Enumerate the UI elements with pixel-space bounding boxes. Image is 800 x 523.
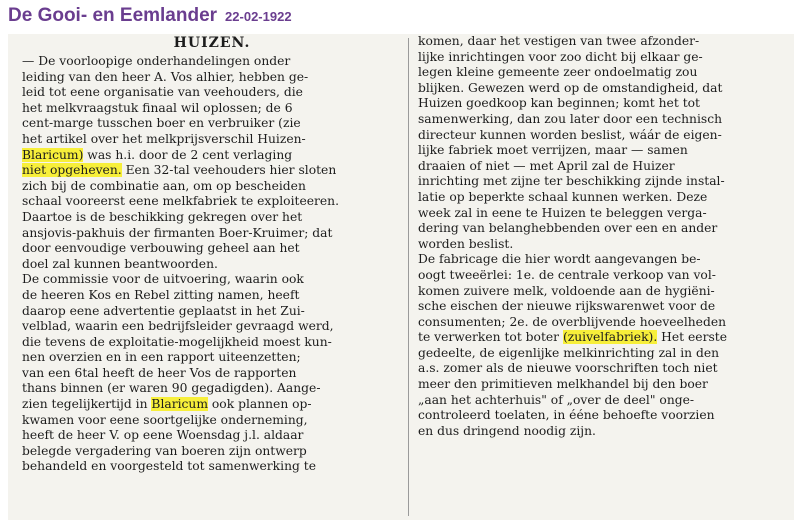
text-line: „aan het achterhuis" of „over de deel" onge- [418,392,695,407]
right-column-text [418,34,790,439]
page-header [8,5,292,31]
text-line: Daartoe is de beschikking gekregen over het [22,209,303,224]
text-line: kwamen voor eene soortgelijke onderneming, [22,412,308,427]
text-line: velblad, waarin een bedrijfsleider gevraagd werd, [22,319,334,334]
text-line: schaal vooreerst eene melkfabriek te exploiteeren. [22,194,339,209]
text-line: het artikel over het melkprijsverschil Huizen- [22,131,306,146]
left-column-text [22,54,402,475]
text-line: legen kleine gemeente zeer ondoelmatig zou [418,65,698,80]
text-line: die tevens de exploitatie-mogelijkheid moest kun- [22,334,332,349]
text-line: leiding van den heer A. Vos alhier, hebben ge- [22,69,309,84]
highlighted-text-line [22,397,402,413]
text-line: thans binnen (er waren 90 gegadigden). Aange- [22,381,321,396]
text-line: Huizen goedkoop kan beginnen; komt het tot [418,96,700,111]
text-line: directeur kunnen worden beslist, wáár de eigen- [418,127,722,142]
article-column-right [418,34,790,439]
text-line: samenwerking, dan zou later door een technisch [418,111,723,126]
text-line: gedeelte, de eigenlijke melkinrichting zal in den [418,345,720,360]
highlighted-text-line [22,163,402,179]
highlighted-text-line [418,330,790,346]
text-line: behandeld en voorgesteld tot samenwerking te [22,459,316,474]
highlighted-term: Blaricum [151,397,208,412]
highlighted-term: niet opgeheven. [22,163,122,178]
text-line: blijken. Gewezen werd op de omstandigheid, dat [418,80,723,95]
text-line: en dus dringend noodig zijn. [418,423,596,438]
text-line: doel zal kunnen beantwoorden. [22,256,218,271]
text-line: De commissie voor de uitvoering, waarin ook [22,272,304,287]
text-line: door eenvoudige verbouwing geheel aan het [22,241,300,256]
text-line: lijke fabriek moet verrijzen, maar — samen [418,143,688,158]
text-line: dering van belanghebbenden over een en ander [418,221,718,236]
text-line: a.s. zomer als de nieuwe voorschriften toch niet [418,361,718,376]
text-line: de heeren Kos en Rebel zitting namen, heeft [22,287,300,302]
column-divider [408,38,409,516]
text-line: consumenten; 2e. de overblijvende hoeveelheden [418,314,727,329]
newspaper-clipping [8,34,794,520]
text-line: lijke inrichtingen voor zoo dicht bij elkaar ge- [418,49,703,64]
text-line: heeft de heer V. op eene Woensdag j.l. aldaar [22,428,304,443]
text-line: draaien of niet — met April zal de Huizer [418,158,675,173]
text-line: latie op beperkte schaal kunnen werken. Deze [418,189,708,204]
text-line: leid tot eene organisatie van veehouders, die [22,85,303,100]
text-fragment: Het eerste [657,330,727,345]
text-line: komen, daar het vestigen van twee afzonder- [418,34,700,48]
text-fragment: was h.i. door de 2 cent verlaging [83,147,293,162]
text-line: meer den primitieven melkhandel bij den boer [418,377,708,392]
text-line: De fabricage die hier wordt aangevangen be- [418,252,701,267]
text-line: daarop eene advertentie geplaatst in het Zui- [22,303,305,318]
highlighted-term: (zuivelfabriek). [562,330,658,345]
text-line: zich bij de combinatie aan, om op bescheiden [22,178,306,193]
text-line: het melkvraagstuk finaal wil oplossen; de 6 [22,100,293,115]
text-line: oogt tweeërlei: 1e. de centrale verkoop van vol- [418,267,716,282]
text-fragment: te verwerken tot boter [418,330,563,345]
text-fragment: zien tegelijkertijd in [22,397,152,412]
text-line: inrichting met zijne ter beschikking zijnde instal- [418,174,725,189]
text-line: cent-marge tusschen boer en verbruiker (zie [22,116,301,131]
highlighted-text-line [22,148,402,164]
newspaper-title: De Gooi- en Eemlander [8,5,218,26]
highlighted-term: Blaricum) [22,147,84,162]
text-line: controleerd toelaten, in ééne behoefte voorzien [418,408,715,423]
text-line: sche eischen der nieuwe rijkswarenwet voor de [418,299,716,314]
text-line: nen overzien en in een rapport uiteenzetten; [22,350,301,365]
text-line: — De voorloopige onderhandelingen onder [22,54,291,68]
text-fragment: Een 32-tal veehouders hier sloten [121,163,337,178]
text-line: worden beslist. [418,236,514,251]
article-headline: HUIZEN. [173,35,251,51]
text-line: van een 6tal heeft de heer Vos de rapporten [22,365,297,380]
text-line: komen zuivere melk, voldoende aan de hygiëni- [418,283,715,298]
publication-date: 22-02-1922 [225,9,292,24]
text-line: week zal in eene te Huizen te beleggen verga- [418,205,707,220]
text-line: belegde vergadering van boeren zijn ontwerp [22,443,307,458]
article-column-left [22,34,402,475]
text-fragment: ook plannen op- [208,397,312,412]
text-line: ansjovis-pakhuis der firmanten Boer-Kruimer; dat [22,225,333,240]
